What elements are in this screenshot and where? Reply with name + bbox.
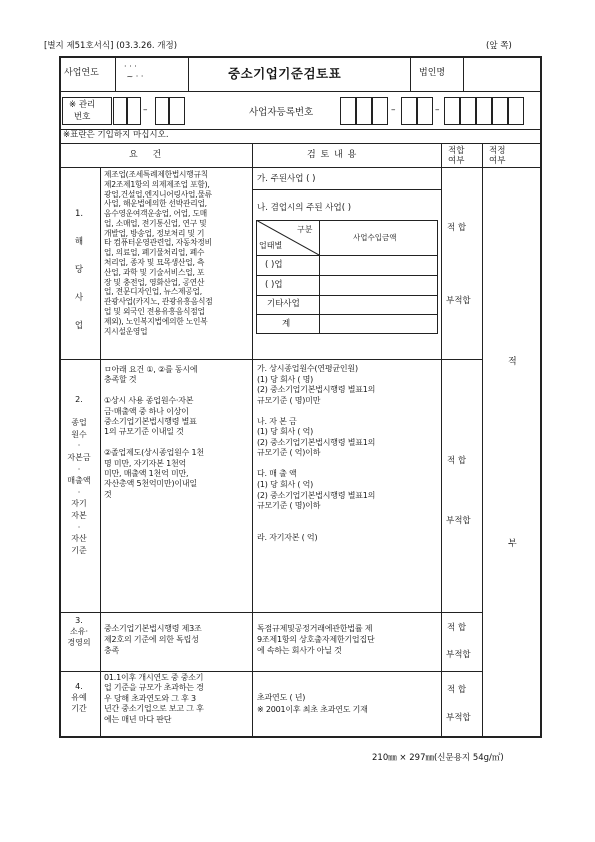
- page-side: (앞 쪽): [486, 41, 512, 51]
- section-1-main-business[interactable]: 가. 주된사업 ( ): [257, 174, 316, 184]
- corp-name-field[interactable]: [465, 58, 540, 89]
- business-table-header-category: 구분: [297, 225, 313, 234]
- biz-reg-box-1[interactable]: [340, 97, 356, 125]
- mgmt-number-dash: –: [143, 105, 148, 115]
- biz-reg-box-9[interactable]: [492, 97, 508, 125]
- section-4-requirement: 01.1이후 개시연도 중 중소기 업 기준을 규모가 초과하는 경 우 당해 초과연도와 그 후 3 년간 중소기업으로 보고 그 후 에는 매년 마다 판단: [104, 673, 204, 724]
- section-2-review: 가. 상시종업원수(연평균인원) (1) 당 회사 ( 명) (2) 중소기업기본법시행령 별표1의 규모기준 ( 명)미만 나. 자 본 금 (1) 당 회사 ( 억) (2) 중소기업기본법시행령 별표1의 규모기준 ( 억)이하 다. 매 출 액 (1) 당 회사 ( 억) (2) 중소기업기본법시행령 별표1의 규모기준 ( 명)이하 라. 자기자본 ( 억): [257, 364, 376, 542]
- section-2-ineligible[interactable]: 부적합: [446, 516, 471, 526]
- biz-reg-box-10[interactable]: [508, 97, 524, 125]
- paper-spec-footer: 210㎜ × 297㎜(신문용지 54g/㎡): [372, 753, 504, 763]
- section-2-eligible[interactable]: 적 합: [447, 456, 467, 466]
- col-eligible: 적합 여부: [448, 146, 465, 167]
- biz-reg-box-7[interactable]: [460, 97, 476, 125]
- business-year-label: 사업연도: [64, 68, 99, 78]
- business-table-header-type: 업태별: [259, 241, 283, 250]
- biz-reg-dash-2: –: [435, 105, 440, 115]
- business-table-header-revenue: 사업수입금액: [353, 233, 397, 242]
- section-1-eligible[interactable]: 적 합: [447, 223, 467, 233]
- mgmt-number-label: ※ 관리 번호: [69, 100, 96, 123]
- section-1-requirement: 제조업(조세특례제한법시행규칙 제2조제1항의 의제제조업 포함), 광업,건설업,엔지니어링사업,물류 사업, 해운법에의한 선박관리업, 음수영운여객운송업, 어업, 도매 업, 소매업, 전기통신업, 연구 및 개발업, 방송업, 정보처리 및 기 타 컴퓨터운영관련업, 자동차정비 업, 의료업, 폐기물처리업, 폐수 처리업, 종자 및 묘목생산업, 측 산업, 과학 및 기술서비스업, 포 장 및 충전업, 영화산업, 공연산 업, 전문디자인업, 뉴스제공업, 관광사업(카지노, 관광유흥음식점 업 및 외국인 전용유흥음식점업 제외), 노인복지법에의한 노인복 지시설운영업: [104, 170, 213, 336]
- section-3-ineligible[interactable]: 부적합: [446, 650, 471, 660]
- section-1-side-business[interactable]: 나. 겸업시의 주된 사업( ): [257, 203, 352, 213]
- biz-reg-box-2[interactable]: [356, 97, 372, 125]
- form-title: 중소기업기준검토표: [228, 66, 342, 81]
- section-3-label: 3. 소유· 경영의: [67, 616, 91, 647]
- biz-reg-box-6[interactable]: [444, 97, 460, 125]
- col-review: 검 토 내 용: [307, 150, 358, 160]
- final-inappropriate-mark[interactable]: 부: [508, 539, 517, 549]
- section-4-label: 4. 유예 기간: [71, 682, 87, 713]
- final-appropriate-mark[interactable]: 적: [508, 357, 517, 367]
- section-2-label: 2. 종업 원수 · 자본금 · 매출액 · 자기 자본 · 자산 기준: [67, 395, 91, 555]
- mgmt-number-box-4[interactable]: [169, 97, 185, 125]
- section-4-eligible[interactable]: 적 합: [447, 685, 467, 695]
- biz-reg-box-4[interactable]: [401, 97, 417, 125]
- business-table-row-2[interactable]: ( )업: [265, 280, 283, 290]
- section-4-ineligible[interactable]: 부적합: [446, 713, 471, 723]
- business-year-value[interactable]: · · · ~ · ·: [124, 62, 144, 82]
- business-table-row-1[interactable]: ( )업: [265, 260, 283, 270]
- mgmt-number-box-3[interactable]: [155, 97, 169, 125]
- biz-reg-box-3[interactable]: [372, 97, 388, 125]
- section-4-review: 초과연도 ( 년) ※ 2001이후 최초 초과연도 기재: [257, 693, 368, 714]
- biz-reg-label: 사업자등록번호: [249, 107, 314, 118]
- mgmt-number-box-1[interactable]: [113, 97, 127, 125]
- biz-reg-box-5[interactable]: [417, 97, 433, 125]
- instruction-note: ※표란은 기입하지 마십시오.: [63, 130, 169, 140]
- section-3-review: 독점규제및공정거래에관한법률 제 9조제1항의 상호출자제한기업집단 에 속하는 회사가 아닐 것: [257, 624, 375, 655]
- business-table-row-3[interactable]: 기타사업: [267, 299, 300, 309]
- section-3-requirement: 중소기업기본법시행령 제3조 제2호의 기준에 의한 독립성 충족: [104, 624, 202, 655]
- section-3-eligible[interactable]: 적 합: [447, 623, 467, 633]
- business-table-row-4[interactable]: 계: [282, 319, 291, 329]
- corp-name-label: 법인명: [419, 68, 446, 78]
- col-requirement: 요 건: [129, 150, 168, 160]
- section-1-label: 1. 해 당 사 업: [74, 209, 84, 332]
- form-number: [별지 제51호서식] (03.3.26. 개정): [44, 41, 178, 51]
- col-final: 적정 여부: [489, 146, 506, 167]
- mgmt-number-box-2[interactable]: [127, 97, 141, 125]
- section-2-requirement: ㅁ아래 요건 ①, ②를 동시에 충족할 것 ①상시 사용 종업원수·자본 금·매출액 중 하나 이상이 중소기업기본법시행령 별표 1의 규모기준 이내일 것 ②졸업제도(상시종업원수 1천 명 미만, 자기자본 1천억 미만, 매출액 1천억 미만, 자산총액 5천억미만)이내일 것: [104, 365, 204, 499]
- biz-reg-dash-1: –: [391, 105, 396, 115]
- biz-reg-box-8[interactable]: [476, 97, 492, 125]
- section-1-ineligible[interactable]: 부적합: [446, 296, 471, 306]
